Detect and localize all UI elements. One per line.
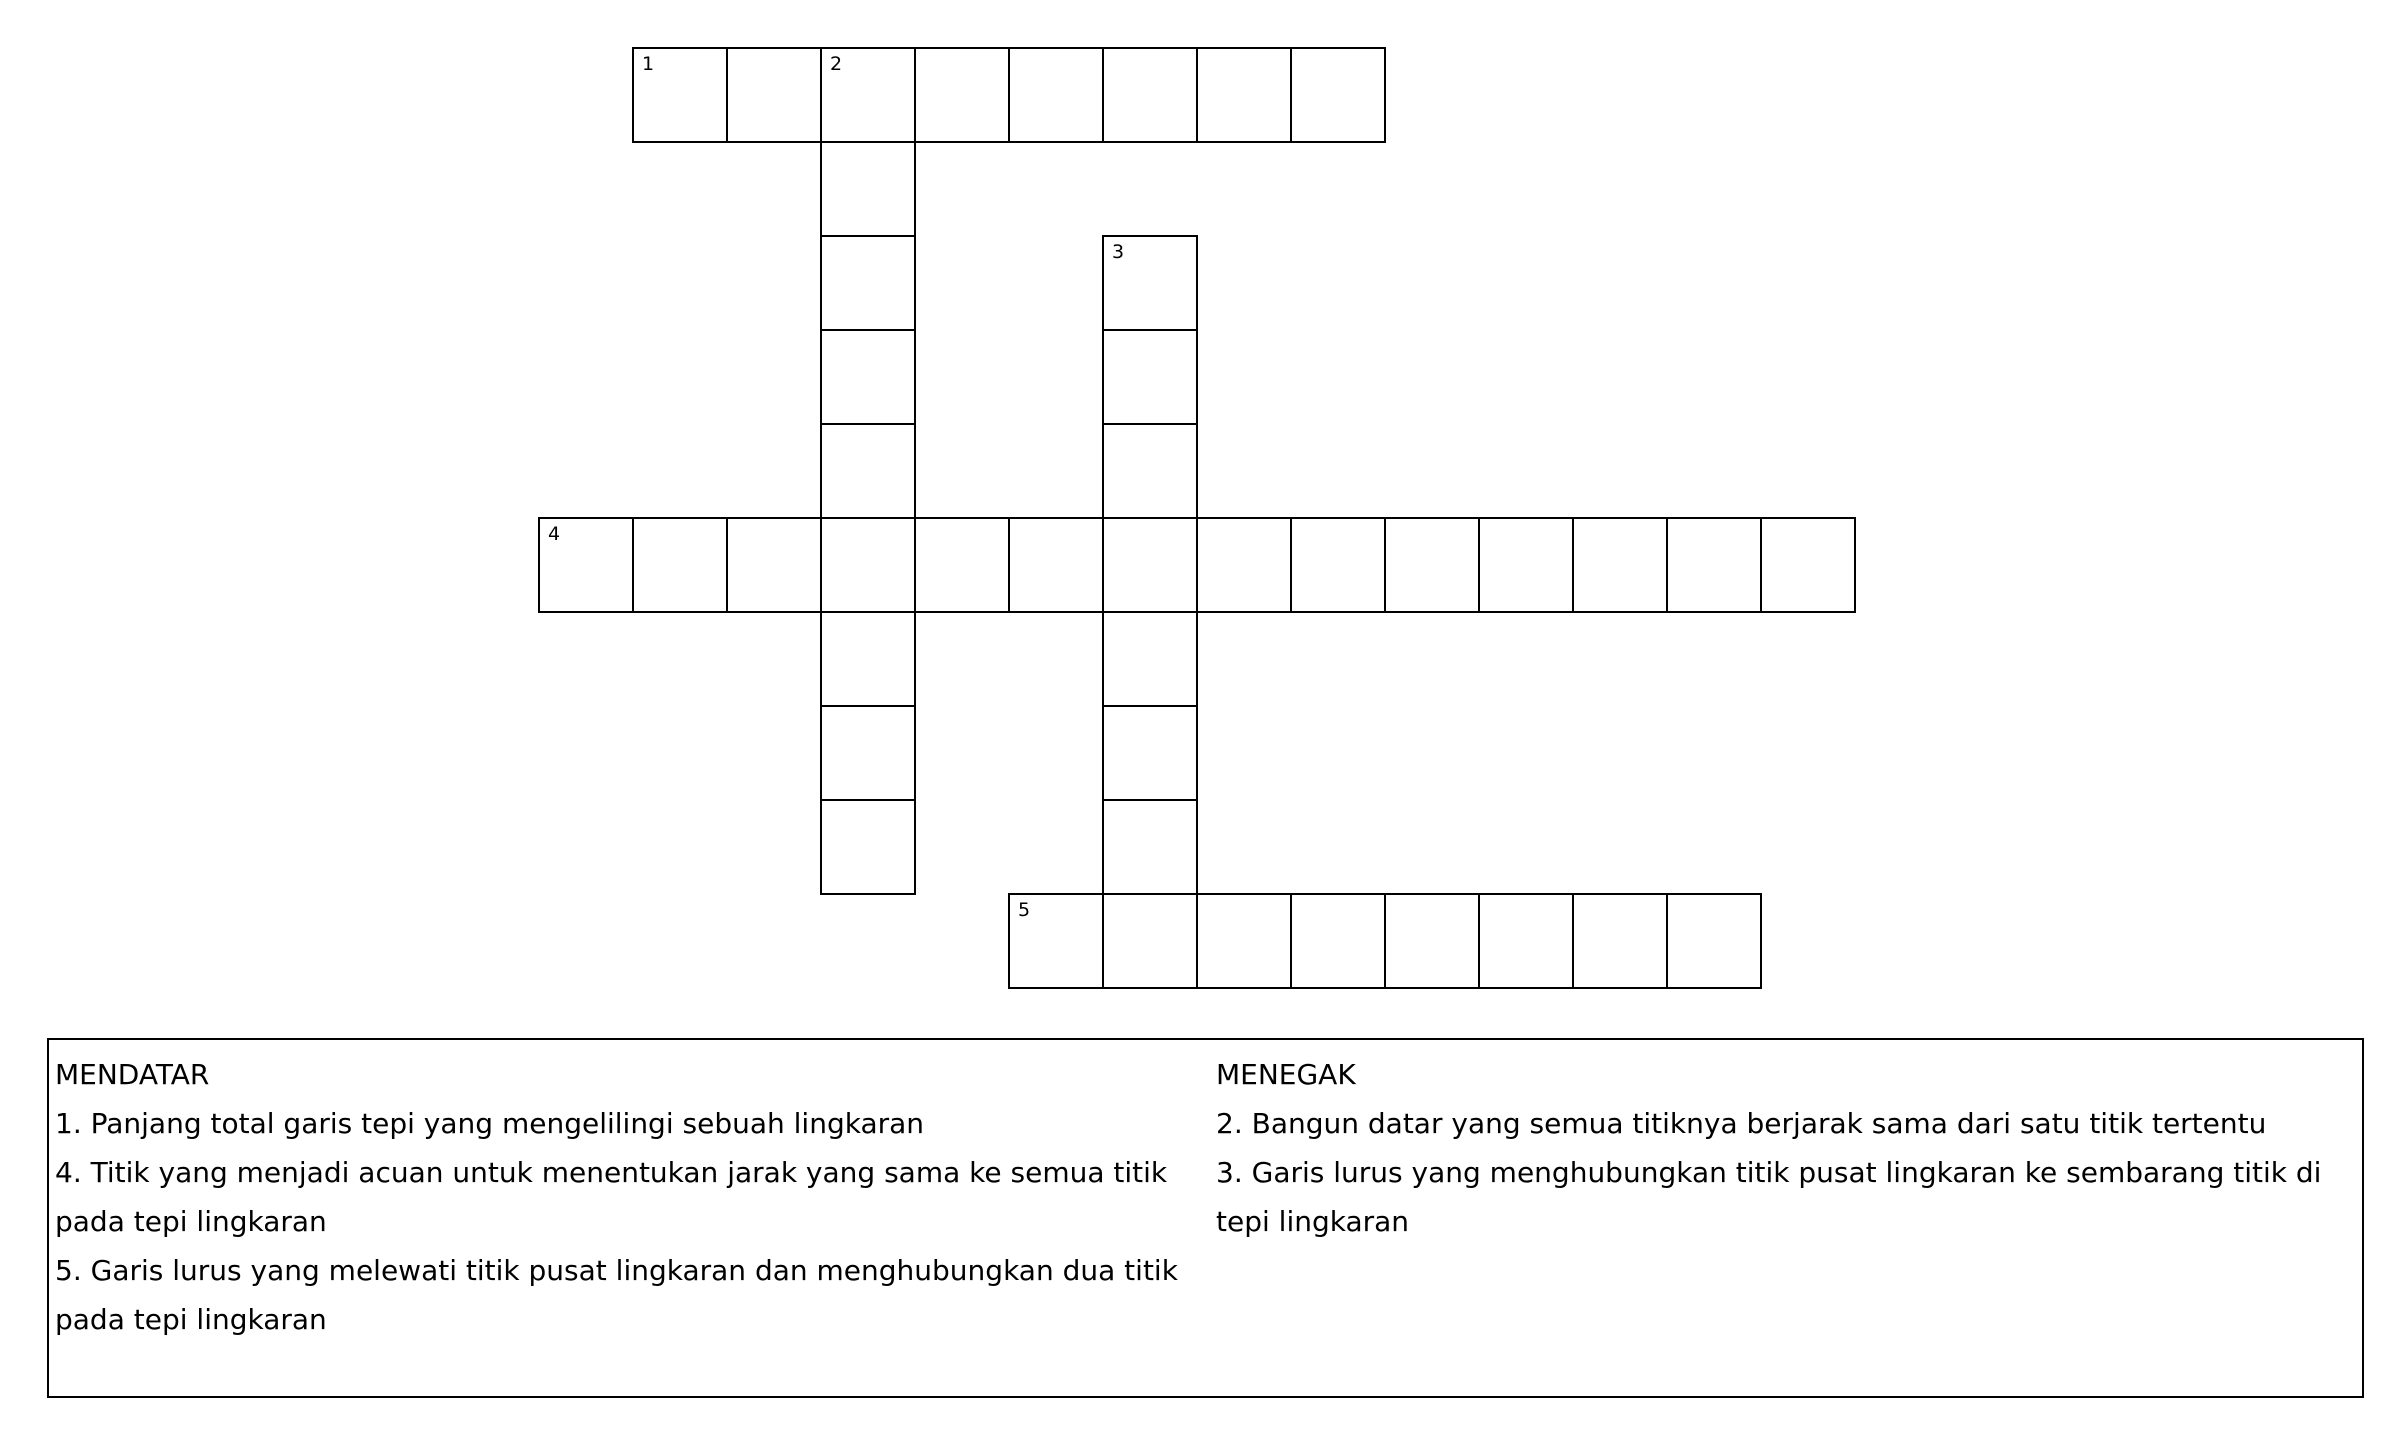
- cell-3-down-5[interactable]: [1102, 611, 1198, 707]
- cell-5-across-3[interactable]: [1196, 893, 1292, 989]
- cell-4-across-8[interactable]: [1196, 517, 1292, 613]
- cell-2-down-2[interactable]: [820, 141, 916, 237]
- cell-3-down-2[interactable]: [1102, 329, 1198, 425]
- cell-5-across-2[interactable]: [1102, 893, 1198, 989]
- cell-2-down-7[interactable]: [820, 611, 916, 707]
- cell-2-down-8[interactable]: [820, 705, 916, 801]
- across-clue-4: 4. Titik yang menjadi acuan untuk menentukan jarak yang sama ke semua titik pada tepi lingkaran: [55, 1156, 1168, 1238]
- clue-number-1: 1: [642, 53, 655, 75]
- cell-4-across-5[interactable]: [914, 517, 1010, 613]
- clue-box: [47, 1038, 2364, 1398]
- across-clue-5: 5. Garis lurus yang melewati titik pusat lingkaran dan menghubungkan dua titik pada tepi lingkaran: [55, 1254, 1178, 1336]
- cell-4-across-9[interactable]: [1290, 517, 1386, 613]
- cell-1-across-2[interactable]: [726, 47, 822, 143]
- cell-5-across-1[interactable]: [1008, 893, 1104, 989]
- clue-number-3: 3: [1112, 241, 1125, 263]
- cell-5-across-8[interactable]: [1666, 893, 1762, 989]
- down-title: MENEGAK: [1216, 1058, 1356, 1091]
- down-clue-2: 2. Bangun datar yang semua titiknya berjarak sama dari satu titik tertentu: [1216, 1107, 2267, 1140]
- cell-4-across-4[interactable]: [820, 517, 916, 613]
- cell-1-across-5[interactable]: [1008, 47, 1104, 143]
- cell-3-down-3[interactable]: [1102, 423, 1198, 519]
- cell-4-across-1[interactable]: [538, 517, 634, 613]
- cell-2-down-4[interactable]: [820, 329, 916, 425]
- clue-number-2: 2: [830, 53, 843, 75]
- cell-2-down-5[interactable]: [820, 423, 916, 519]
- cell-2-down-3[interactable]: [820, 235, 916, 331]
- cell-1-across-4[interactable]: [914, 47, 1010, 143]
- across-clues: [55, 1050, 1205, 1344]
- cell-3-down-7[interactable]: [1102, 799, 1198, 895]
- cell-1-across-1[interactable]: [632, 47, 728, 143]
- cell-3-down-6[interactable]: [1102, 705, 1198, 801]
- cell-4-across-12[interactable]: [1572, 517, 1668, 613]
- across-title: MENDATAR: [55, 1058, 210, 1091]
- down-clue-3: 3. Garis lurus yang menghubungkan titik pusat lingkaran ke sembarang titik di tepi lingkaran: [1216, 1156, 2322, 1238]
- cell-4-across-13[interactable]: [1666, 517, 1762, 613]
- cell-1-across-8[interactable]: [1290, 47, 1386, 143]
- cell-2-down-9[interactable]: [820, 799, 916, 895]
- cell-5-across-5[interactable]: [1384, 893, 1480, 989]
- cell-5-across-6[interactable]: [1478, 893, 1574, 989]
- clue-number-4: 4: [548, 523, 561, 545]
- cell-1-across-6[interactable]: [1102, 47, 1198, 143]
- cell-5-across-7[interactable]: [1572, 893, 1668, 989]
- cell-4-across-10[interactable]: [1384, 517, 1480, 613]
- across-clue-1: 1. Panjang total garis tepi yang mengelilingi sebuah lingkaran: [55, 1107, 925, 1140]
- cell-4-across-11[interactable]: [1478, 517, 1574, 613]
- cell-4-across-6[interactable]: [1008, 517, 1104, 613]
- clue-number-5: 5: [1018, 899, 1031, 921]
- cell-5-across-4[interactable]: [1290, 893, 1386, 989]
- down-clues: [1216, 1050, 2341, 1246]
- cell-4-across-14[interactable]: [1760, 517, 1856, 613]
- cell-1-across-7[interactable]: [1196, 47, 1292, 143]
- cell-4-across-2[interactable]: [632, 517, 728, 613]
- cell-4-across-7[interactable]: [1102, 517, 1198, 613]
- cell-4-across-3[interactable]: [726, 517, 822, 613]
- cell-3-down-1[interactable]: [1102, 235, 1198, 331]
- cell-1-across-3[interactable]: [820, 47, 916, 143]
